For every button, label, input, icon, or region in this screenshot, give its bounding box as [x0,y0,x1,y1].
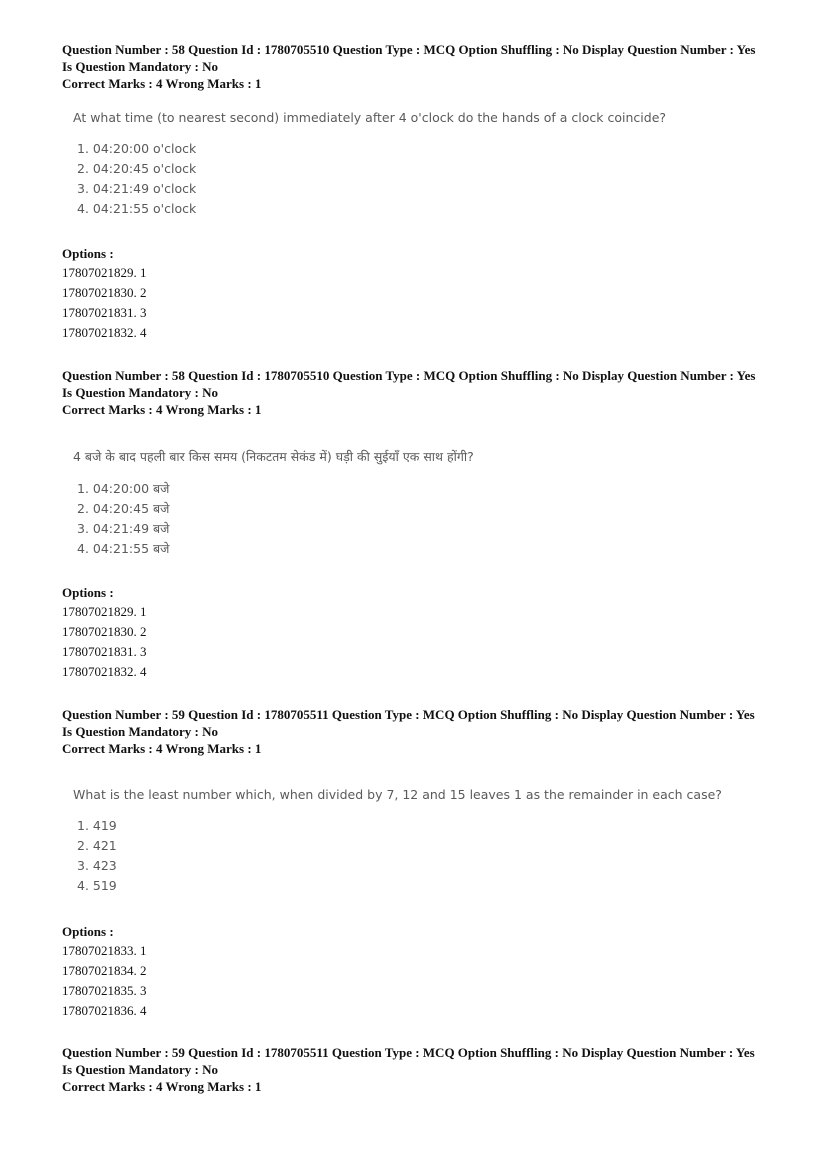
marks-line: Correct Marks : 4 Wrong Marks : 1 [62,402,262,417]
options-block [62,244,147,343]
choice-item: 1. 04:20:00 बजे [77,481,170,496]
choice-list [73,816,722,896]
question-meta-line: Question Number : 59 Question Id : 1780705511 Question Type : MCQ Option Shuffling : No Display Question Number : Yes [62,1045,755,1060]
options-block [62,583,147,682]
question-image [73,787,722,896]
question-header [62,41,782,92]
option-row: 17807021829. 1 [62,604,147,619]
option-row: 17807021832. 4 [62,325,147,340]
marks-line: Correct Marks : 4 Wrong Marks : 1 [62,1079,262,1094]
question-text: What is the least number which, when divided by 7, 12 and 15 leaves 1 as the remainder in each case? [73,787,722,802]
question-image [73,110,666,219]
option-row: 17807021833. 1 [62,943,147,958]
choice-item: 2. 04:20:45 बजे [77,501,170,516]
choice-item: 3. 04:21:49 बजे [77,521,170,536]
question-header [62,1044,782,1095]
mandatory-line: Is Question Mandatory : No [62,385,219,400]
question-text: 4 बजे के बाद पहली बार किस समय (निकटतम सेकंड में) घड़ी की सुईयाँ एक साथ होंगी? [73,449,474,464]
marks-line: Correct Marks : 4 Wrong Marks : 1 [62,76,262,91]
option-row: 17807021835. 3 [62,983,147,998]
marks-line: Correct Marks : 4 Wrong Marks : 1 [62,741,262,756]
option-row: 17807021830. 2 [62,285,147,300]
option-row: 17807021830. 2 [62,624,147,639]
question-meta-line: Question Number : 58 Question Id : 1780705510 Question Type : MCQ Option Shuffling : No Display Question Number : Yes [62,42,756,57]
options-label: Options : [62,246,114,261]
choice-item: 3. 423 [77,858,117,873]
choice-item: 2. 04:20:45 o'clock [77,161,197,176]
options-label: Options : [62,585,114,600]
choice-item: 4. 04:21:55 बजे [77,541,170,556]
choice-list [73,139,666,219]
option-row: 17807021831. 3 [62,305,147,320]
option-row: 17807021834. 2 [62,963,147,978]
mandatory-line: Is Question Mandatory : No [62,1062,219,1077]
choice-item: 2. 421 [77,838,117,853]
choice-item: 4. 04:21:55 o'clock [77,201,197,216]
question-text: At what time (to nearest second) immediately after 4 o'clock do the hands of a clock coincide? [73,110,667,125]
option-row: 17807021832. 4 [62,664,147,679]
choice-item: 3. 04:21:49 o'clock [77,181,197,196]
choice-item: 1. 419 [77,818,117,833]
question-meta-line: Question Number : 59 Question Id : 1780705511 Question Type : MCQ Option Shuffling : No Display Question Number : Yes [62,707,755,722]
question-header [62,706,782,757]
options-block [62,922,147,1021]
question-header [62,367,782,418]
choice-item: 4. 519 [77,878,117,893]
options-label: Options : [62,924,114,939]
option-row: 17807021829. 1 [62,265,147,280]
choice-list [73,479,474,559]
choice-item: 1. 04:20:00 o'clock [77,141,197,156]
mandatory-line: Is Question Mandatory : No [62,59,219,74]
question-image [73,448,474,559]
mandatory-line: Is Question Mandatory : No [62,724,219,739]
option-row: 17807021836. 4 [62,1003,147,1018]
question-meta-line: Question Number : 58 Question Id : 1780705510 Question Type : MCQ Option Shuffling : No Display Question Number : Yes [62,368,756,383]
option-row: 17807021831. 3 [62,644,147,659]
